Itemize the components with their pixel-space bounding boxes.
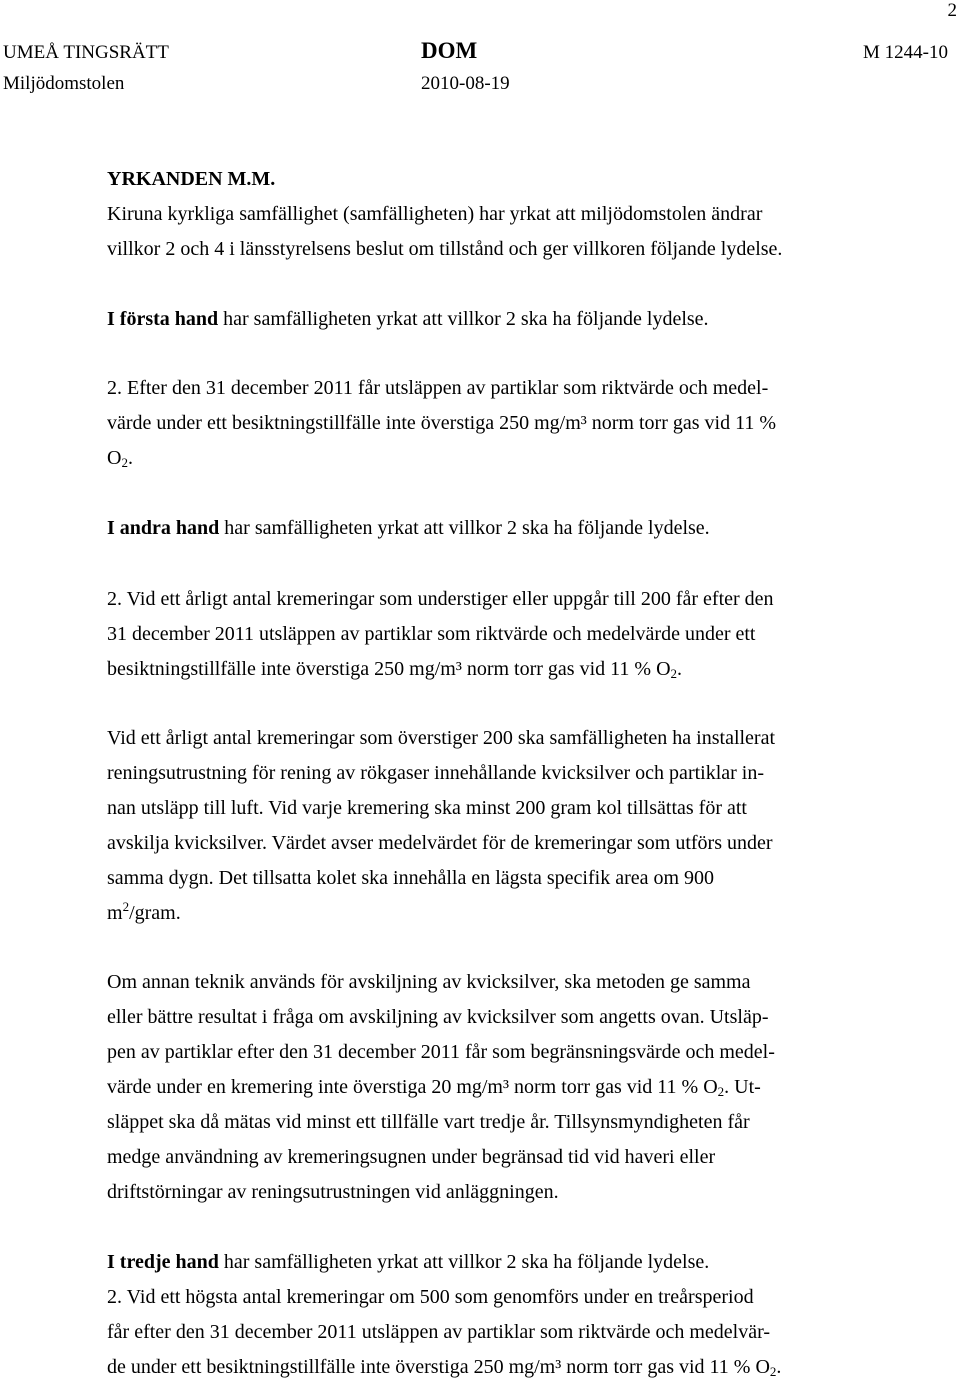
first-claim xyxy=(107,302,897,337)
court-department: Miljödomstolen xyxy=(3,73,125,94)
document-date: 2010-08-19 xyxy=(421,73,510,94)
paragraph-line: medge användning av kremeringsugnen under begränsad tid vid haveri eller xyxy=(107,1146,716,1168)
second-condition-para2 xyxy=(107,721,897,931)
first-condition xyxy=(107,371,897,476)
paragraph-line: samma dygn. Det tillsatta kolet ska innehålla en lägsta specifik area om 900 xyxy=(107,867,715,889)
paragraph-line: Vid ett årligt antal kremeringar som överstiger 200 ska samfälligheten ha installerat xyxy=(107,727,776,749)
case-number: M 1244-10 xyxy=(863,42,948,63)
condition-line: 31 december 2011 utsläppen av partiklar som riktvärde och medelvärde under ett xyxy=(107,623,756,645)
paragraph-line: värde under en kremering inte överstiga 20 mg/m³ norm torr gas vid 11 % $O_2$. Ut- xyxy=(107,1076,761,1099)
section-heading: YRKANDEN M.M. xyxy=(107,168,276,190)
third-claim xyxy=(107,1245,897,1385)
page-number: 2 xyxy=(947,0,957,21)
paragraph-line: Om annan teknik används för avskiljning av kvicksilver, ska metoden ge samma xyxy=(107,971,751,993)
second-claim-heading: I andra hand har samfälligheten yrkat att villkor 2 ska ha följande lydelse. xyxy=(107,517,710,539)
court-name: UMEÅ TINGSRÄTT xyxy=(3,42,169,63)
condition-line: 2. Vid ett årligt antal kremeringar som understiger eller uppgår till 200 får efter den xyxy=(107,588,774,610)
condition-line: 2. Vid ett högsta antal kremeringar om 500 som genomförs under en treårsperiod xyxy=(107,1286,754,1308)
second-condition xyxy=(107,582,897,687)
first-claim-heading: I första hand har samfälligheten yrkat att villkor 2 ska ha följande lydelse. xyxy=(107,308,709,330)
paragraph-line: pen av partiklar efter den 31 december 2011 får som begränsningsvärde och medel- xyxy=(107,1041,775,1063)
document-type: DOM xyxy=(421,38,478,63)
intro-line: villkor 2 och 4 i länsstyrelsens beslut om tillstånd och ger villkoren följande lydelse. xyxy=(107,238,783,260)
paragraph-line: eller bättre resultat i fråga om avskiljning av kvicksilver som angetts ovan. Utsläp- xyxy=(107,1006,769,1028)
condition-line: $O_2$. xyxy=(107,447,133,470)
second-claim xyxy=(107,511,897,546)
condition-line: besiktningstillfälle inte överstiga 250 mg/m³ norm torr gas vid 11 % $O_2$. xyxy=(107,658,683,681)
paragraph-line: $m^2$/gram. xyxy=(107,899,181,924)
condition-line: får efter den 31 december 2011 utsläppen av partiklar som riktvärde och medelvär- xyxy=(107,1321,771,1343)
condition-line: de under ett besiktningstillfälle inte överstiga 250 mg/m³ norm torr gas vid 11 % $O_2$. xyxy=(107,1356,782,1379)
intro-line: Kiruna kyrkliga samfällighet (samfälligheten) har yrkat att miljödomstolen ändrar xyxy=(107,203,763,225)
paragraph-line: avskilja kvicksilver. Värdet avser medelvärdet för de kremeringar som utförs under xyxy=(107,832,773,854)
paragraph-line: nan utsläpp till luft. Vid varje kremering ska minst 200 gram kol tillsättas för att xyxy=(107,797,747,819)
section-yrkanden xyxy=(107,162,897,267)
paragraph-line: släppet ska då mätas vid minst ett tillfälle vart tredje år. Tillsynsmyndigheten får xyxy=(107,1111,750,1133)
second-condition-para3 xyxy=(107,965,897,1210)
paragraph-line: driftstörningar av reningsutrustningen vid anläggningen. xyxy=(107,1181,559,1203)
paragraph-line: reningsutrustning för rening av rökgaser innehållande kvicksilver och partiklar in- xyxy=(107,762,765,784)
condition-line: värde under ett besiktningstillfälle inte överstiga 250 mg/m³ norm torr gas vid 11 % xyxy=(107,412,777,434)
condition-line: 2. Efter den 31 december 2011 får utsläppen av partiklar som riktvärde och medel- xyxy=(107,377,769,399)
third-claim-heading: I tredje hand har samfälligheten yrkat att villkor 2 ska ha följande lydelse. xyxy=(107,1251,710,1273)
